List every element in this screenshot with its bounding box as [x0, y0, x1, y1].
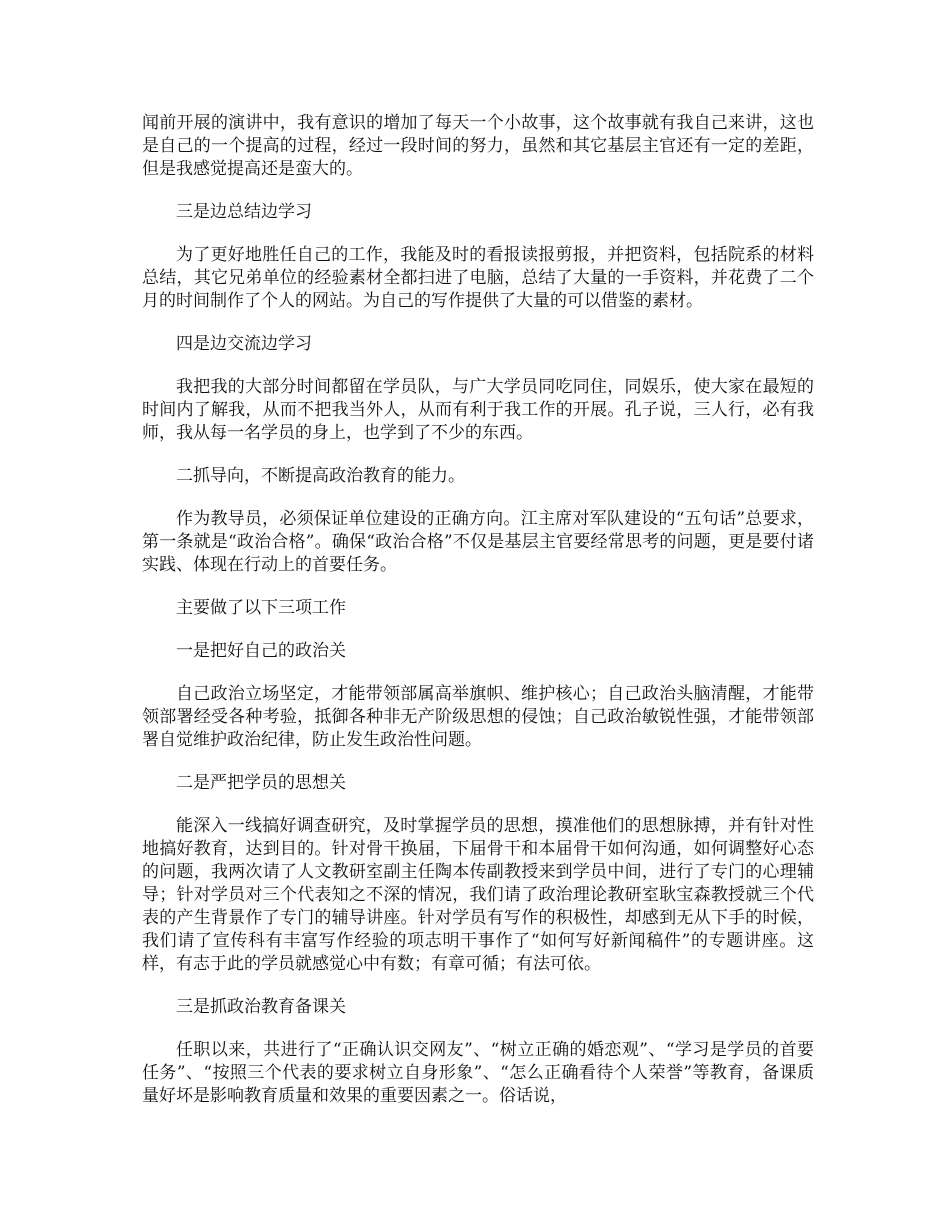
document-page [142, 112, 814, 1128]
section-heading: 四是边交流边学习 [176, 334, 312, 354]
section-heading: 主要做了以下三项工作 [176, 598, 346, 618]
body-paragraph: 能深入一线搞好调查研究，及时掌握学员的思想，摸准他们的思想脉搏，并有针对性地搞好教育，达到目的。针对骨干换届，下届骨干和本届骨干如何沟通，如何调整好心态的问题，我两次请了人文教研室副主任陶本传副教授来到学员中间，进行了专门的心理辅导；针对学员对三个代表知之不深的情况，我们请了政治理论教研室耿宝森教授就三个代表的产生背景作了专门的辅导讲座。针对学员有写作的积极性，却感到无从下手的时候，我们请了宣传科有丰富写作经验的项志明干事作了“如何写好新闻稿件”的专题讲座。这样，有志于此的学员就感觉心中有数；有章可循；有法可依。 [142, 816, 814, 974]
section-heading: 二抓导向，不断提高政治教育的能力。 [176, 466, 465, 486]
section-heading: 三是边总结边学习 [176, 202, 312, 222]
section-heading: 三是抓政治教育备课关 [176, 997, 346, 1017]
body-paragraph: 作为教导员，必须保证单位建设的正确方向。江主席对军队建设的“五句话”总要求，第一条就是“政治合格”。确保“政治合格”不仅是基层主官要经常思考的问题，更是要付诸实践、体现在行动上的首要任务。 [142, 509, 814, 575]
body-paragraph: 我把我的大部分时间都留在学员队，与广大学员同吃同住，同娱乐，使大家在最短的时间内了解我，从而不把我当外人，从而有利于我工作的开展。孔子说，三人行，必有我师，我从每一名学员的身上，也学到了不少的东西。 [142, 377, 814, 443]
body-paragraph: 闻前开展的演讲中，我有意识的增加了每天一个小故事，这个故事就有我自己来讲，这也是自己的一个提高的过程，经过一段时间的努力，虽然和其它基层主官还有一定的差距，但是我感觉提高还是蛮大的。 [142, 113, 814, 179]
section-heading: 一是把好自己的政治关 [176, 641, 346, 661]
body-paragraph: 任职以来，共进行了“正确认识交网友”、“树立正确的婚恋观”、“学习是学员的首要任务”、“按照三个代表的要求树立自身形象”、“怎么正确看待个人荣誉”等教育，备课质量好坏是影响教育质量和效果的重要因素之一。俗话说， [142, 1040, 814, 1106]
body-paragraph: 自己政治立场坚定，才能带领部属高举旗帜、维护核心；自己政治头脑清醒，才能带领部署经受各种考验，抵御各种非无产阶级思想的侵蚀；自己政治敏锐性强，才能带领部署自觉维护政治纪律，防止发生政治性问题。 [142, 684, 814, 750]
section-heading: 二是严把学员的思想关 [176, 773, 346, 793]
body-paragraph: 为了更好地胜任自己的工作，我能及时的看报读报剪报，并把资料，包括院系的材料总结，其它兄弟单位的经验素材全都扫进了电脑，总结了大量的一手资料，并花费了二个月的时间制作了个人的网站。为自己的写作提供了大量的可以借鉴的素材。 [142, 245, 814, 311]
